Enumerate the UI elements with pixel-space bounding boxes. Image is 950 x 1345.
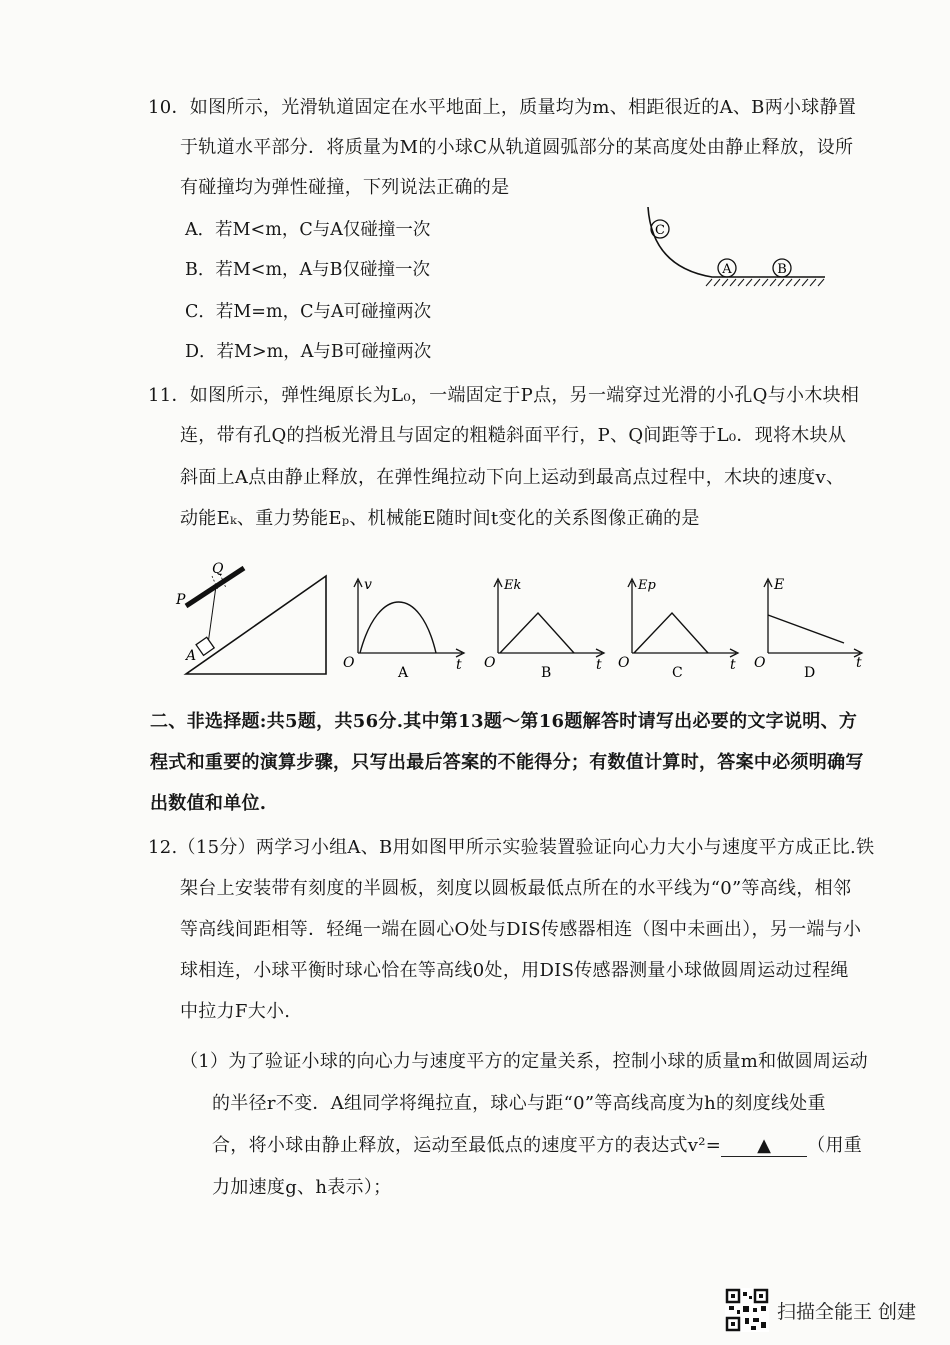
q12-line-5: 中拉力F大小.	[180, 1001, 291, 1022]
graph-b-xlabel: t	[596, 657, 602, 673]
watermark-text: 扫描全能王 创建	[776, 1300, 916, 1323]
q10-option-c: C．若M=m，C与A可碰撞两次	[185, 302, 432, 322]
graph-c-origin: O	[618, 655, 630, 671]
q10-option-d: D．若M>m，A与B可碰撞两次	[185, 342, 432, 362]
answer-blank: ▲	[721, 1136, 807, 1157]
graph-b	[478, 575, 613, 685]
q12-line-1: 12.（15分）两学习小组A、B用如图甲所示实验装置验证向心力大小与速度平方成正比.铁	[148, 837, 875, 858]
section2-line-2: 程式和重要的演算步骤，只写出最后答案的不能得分；有数值计算时，答案中必须明确写	[150, 752, 864, 773]
label-p: P	[176, 592, 186, 608]
graph-d-origin: O	[754, 655, 766, 671]
graph-a-curve	[360, 602, 436, 653]
ball-a-label: A	[722, 262, 732, 277]
graph-c-curve	[634, 613, 708, 653]
wood-block	[196, 637, 214, 655]
q12-line-2: 架台上安装带有刻度的半圆板，刻度以圆板最低点所在的水平线为“0”等高线，相邻	[180, 878, 852, 899]
q12-line-4: 球相连，小球平衡时球心恰在等高线0处，用DIS传感器测量小球做圆周运动过程绳	[180, 960, 849, 981]
section2-line-3: 出数值和单位.	[150, 793, 267, 814]
graph-d-option: D	[804, 665, 816, 681]
graph-b-ylabel: Ek	[504, 578, 522, 593]
elastic-cord	[186, 584, 216, 604]
ball-b-label: B	[777, 262, 787, 277]
q10-line-1: 10．如图所示，光滑轨道固定在水平地面上，质量均为m、相距很近的A、B两小球静置	[148, 97, 857, 118]
graph-a-xlabel: t	[456, 657, 462, 673]
q10-track-figure	[640, 205, 840, 295]
q12-part1-line-2: 的半径r不变．A组同学将绳拉直，球心与距“0”等高线高度为h的刻度线处重	[212, 1093, 826, 1114]
q12-part1-line-1: （1）为了验证小球的向心力与速度平方的定量关系，控制小球的质量m和做圆周运动	[180, 1051, 868, 1072]
graph-c-ylabel: Ep	[638, 578, 656, 593]
q12-part1-line-3-text: 合，将小球由静止释放，运动至最低点的速度平方的表达式v²=	[212, 1135, 722, 1156]
ball-c-label: C	[655, 223, 665, 238]
q11-line-1: 11．如图所示，弹性绳原长为L₀，一端固定于P点，另一端穿过光滑的小孔Q与小木块相	[148, 385, 860, 406]
qr-code-icon	[725, 1288, 769, 1332]
label-a: A	[186, 648, 197, 664]
graph-c	[612, 575, 747, 685]
graph-d	[748, 575, 883, 685]
ground-hatching	[706, 279, 824, 286]
graph-d-curve	[768, 615, 844, 643]
label-q: Q	[212, 561, 224, 577]
q11-line-2: 连，带有孔Q的挡板光滑且与固定的粗糙斜面平行，P、Q间距等于L₀．现将木块从	[180, 425, 847, 446]
graph-c-xlabel: t	[730, 657, 736, 673]
graph-d-ylabel: E	[774, 577, 785, 593]
graph-b-curve	[500, 613, 574, 653]
q12-part1-line-3	[212, 1134, 862, 1158]
q12-part1-line-3-tail: （用重	[807, 1135, 863, 1156]
q10-option-b: B．若M<m，A与B仅碰撞一次	[185, 260, 431, 280]
q10-option-a: A．若M<m，C与A仅碰撞一次	[185, 220, 431, 240]
elastic-cord-lower	[208, 586, 216, 644]
section2-line-1: 二、非选择题:共5题，共56分.其中第13题～第16题解答时请写出必要的文字说明、方	[150, 711, 858, 732]
graph-b-origin: O	[484, 655, 496, 671]
q10-line-2: 于轨道水平部分．将质量为M的小球C从轨道圆弧部分的某高度处由静止释放，设所	[180, 137, 854, 158]
graph-c-option: C	[672, 665, 683, 681]
graph-a-option: A	[398, 665, 409, 681]
graph-a-ylabel: v	[364, 577, 372, 593]
graph-a-origin: O	[343, 655, 355, 671]
graph-d-xlabel: t	[856, 655, 862, 671]
scanner-watermark	[725, 1288, 916, 1332]
graph-a	[340, 575, 475, 685]
q11-line-3: 斜面上A点由静止释放，在弹性绳拉动下向上运动到最高点过程中，木块的速度v、	[180, 467, 845, 488]
graph-b-option: B	[541, 665, 552, 681]
q11-incline-figure	[172, 560, 337, 680]
q10-line-3: 有碰撞均为弹性碰撞，下列说法正确的是	[180, 177, 510, 198]
q12-part1-line-4: 力加速度g、h表示）；	[212, 1177, 392, 1198]
q11-line-4: 动能Eₖ、重力势能Eₚ、机械能E随时间t变化的关系图像正确的是	[180, 508, 700, 529]
q12-line-3: 等高线间距相等．轻绳一端在圆心O处与DIS传感器相连（图中未画出），另一端与小	[180, 919, 862, 940]
